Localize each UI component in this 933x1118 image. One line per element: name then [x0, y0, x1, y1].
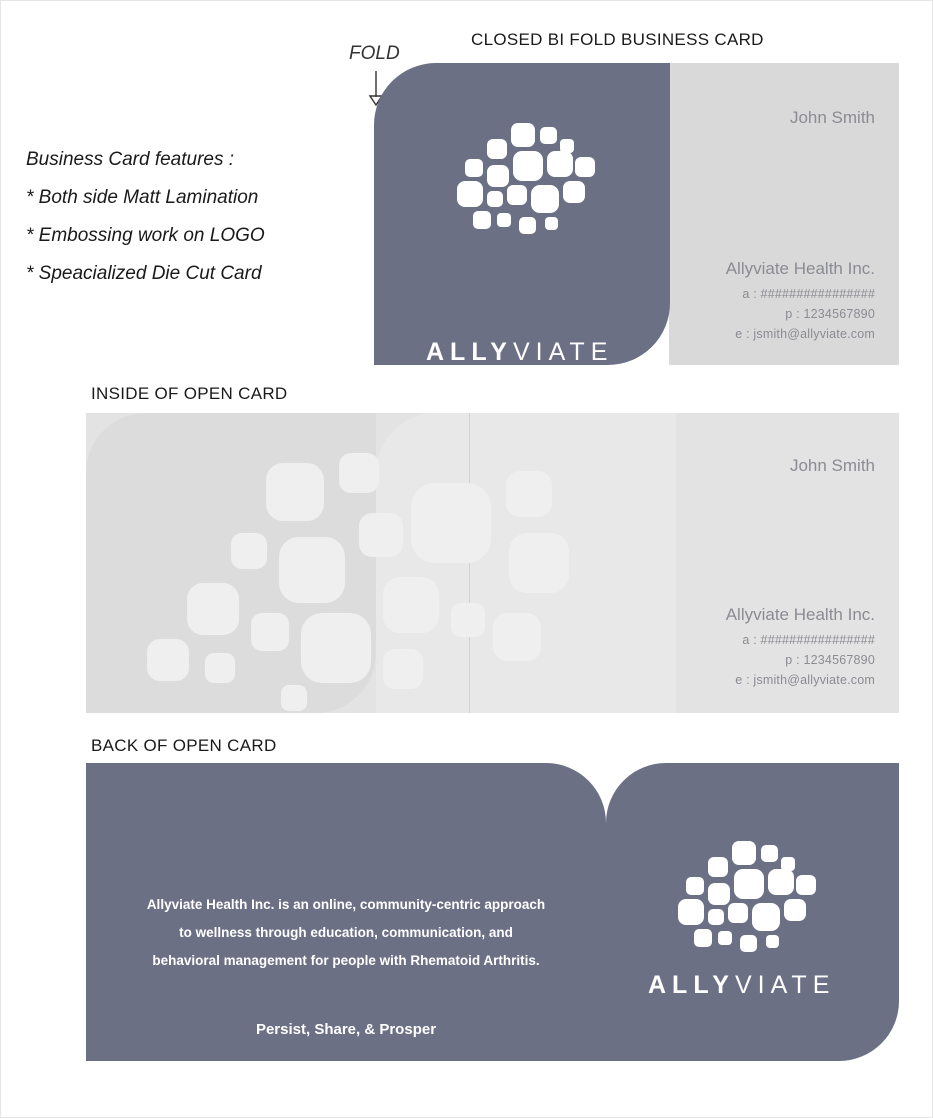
closed-card-right-panel [669, 63, 899, 365]
back-logo-mark [678, 841, 828, 951]
front-phone: p : 1234567890 [785, 307, 875, 321]
feature-item-3: * Speacialized Die Cut Card [26, 263, 262, 284]
back-paragraph: Allyviate Health Inc. is an online, community-centric approach to wellness through education, communication, and behavioral management for people with Rhematoid Arthritis. [146, 897, 546, 968]
back-open-card [86, 763, 899, 1061]
closed-business-card [374, 63, 899, 365]
closed-card-left-panel [374, 63, 670, 365]
back-logo-word-light: VIATE [734, 971, 836, 999]
front-email: e : jsmith@allyviate.com [735, 327, 875, 341]
inside-phone: p : 1234567890 [785, 653, 875, 667]
inside-company-name: Allyviate Health Inc. [725, 605, 875, 624]
front-address: a : ################ [742, 287, 875, 301]
logo-word-bold: ALLY [426, 338, 513, 366]
logo-word-light: VIATE [512, 338, 614, 366]
back-tagline: Persist, Share, & Prosper [255, 1021, 437, 1038]
feature-item-2: * Embossing work on LOGO [26, 225, 265, 246]
front-person-name: John Smith [789, 108, 875, 127]
front-logo-wordmark [426, 338, 613, 367]
fold-label: FOLD [349, 43, 400, 64]
back-logo-wordmark [648, 971, 835, 1000]
inside-address: a : ################ [742, 633, 875, 647]
feature-item-1: * Both side Matt Lamination [26, 187, 259, 208]
inside-open-card [86, 413, 899, 713]
heading-back-card: BACK OF OPEN CARD [91, 736, 277, 755]
back-logo-word-bold: ALLY [648, 971, 735, 999]
inside-email: e : jsmith@allyviate.com [735, 673, 875, 687]
inside-watermark-logo [111, 453, 631, 703]
back-right-panel [606, 763, 899, 1061]
heading-closed-card: CLOSED BI FOLD BUSINESS CARD [471, 30, 764, 49]
back-left-panel [86, 763, 606, 1061]
heading-inside-card: INSIDE OF OPEN CARD [91, 384, 288, 403]
allyviate-logo-mark [457, 123, 597, 238]
features-list [26, 141, 265, 293]
features-title: Business Card features : [26, 149, 235, 170]
inside-person-name: John Smith [789, 456, 875, 475]
front-company-name: Allyviate Health Inc. [725, 259, 875, 278]
